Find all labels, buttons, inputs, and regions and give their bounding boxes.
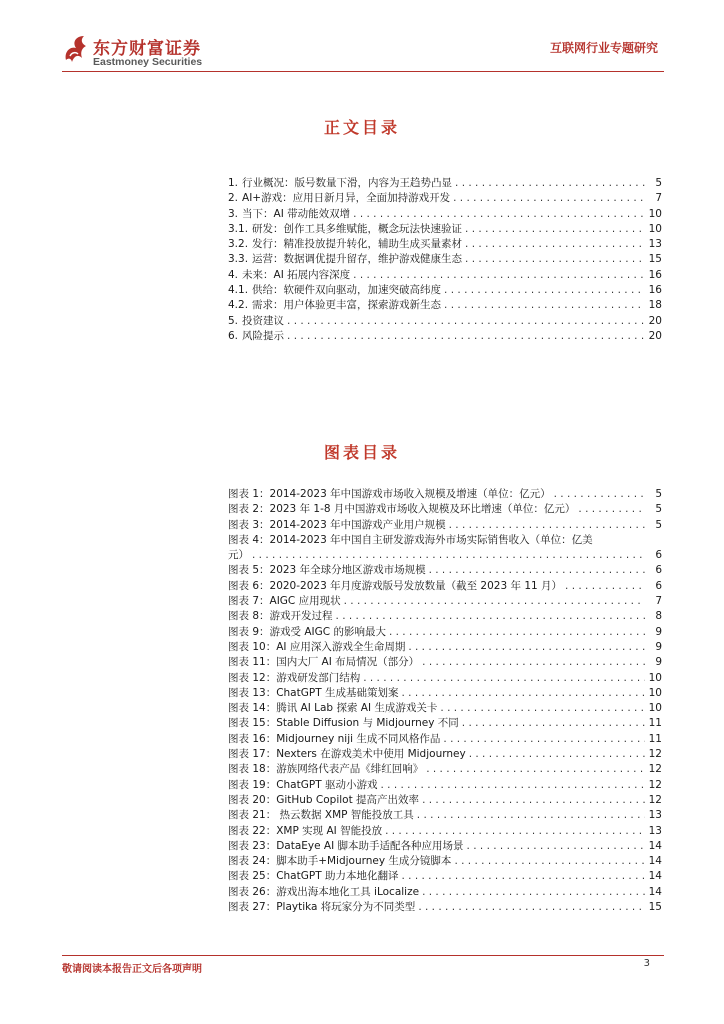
figure-entry-text: 图表 23：DataEye AI 脚本助手适配各种应用场景	[228, 839, 464, 852]
toc-entry[interactable]	[228, 207, 662, 222]
figure-entry-text: 元）	[228, 549, 249, 562]
toc-entry[interactable]	[228, 237, 662, 252]
header-divider	[62, 71, 664, 72]
figure-entry-text: 图表 8：游戏开发过程	[228, 610, 333, 623]
figure-entry-text: 图表 3：2014-2023 年中国游戏产业用户规模	[228, 518, 446, 531]
toc-entry[interactable]	[228, 268, 662, 283]
dot-leader	[422, 793, 645, 808]
figure-entry[interactable]	[228, 579, 662, 594]
toc-entry-page: 15	[648, 253, 662, 266]
toc-entry[interactable]	[228, 283, 662, 298]
eastmoney-logo-icon	[62, 34, 90, 64]
toc-entry-number: 5.	[228, 314, 239, 327]
figure-entry[interactable]	[228, 533, 662, 548]
figure-entry-text: 图表 27：Playtika 将玩家分为不同类型	[228, 901, 416, 914]
toc-entry[interactable]	[228, 222, 662, 237]
figure-entry-page: 7	[655, 595, 662, 608]
dot-leader	[443, 732, 645, 747]
figure-entry[interactable]	[228, 671, 662, 686]
figure-entry-page: 14	[648, 855, 662, 868]
dot-leader	[287, 314, 645, 329]
figure-entry[interactable]	[228, 747, 662, 762]
figure-entry[interactable]	[228, 502, 662, 517]
figure-entry[interactable]	[228, 778, 662, 793]
toc-entry-number: 4.2.	[228, 299, 249, 312]
dot-leader	[385, 824, 645, 839]
footer-divider	[62, 955, 664, 956]
dot-leader	[422, 885, 645, 900]
toc-entry-text: 研发：创作工具多维赋能，概念玩法快速验证	[252, 222, 463, 235]
figure-entry-text: 图表 24：脚本助手+Midjourney 生成分镜脚本	[228, 855, 452, 868]
figure-entry-text: 图表 5：2023 年全球分地区游戏市场规模	[228, 564, 426, 577]
figure-entry-text: 图表 13：ChatGPT 生成基础策划案	[228, 686, 399, 699]
figure-entry-text: 图表 10：AI 应用深入游戏全生命周期	[228, 640, 406, 653]
figure-entry[interactable]	[228, 854, 662, 869]
figure-entry[interactable]	[228, 716, 662, 731]
dot-leader	[449, 518, 645, 533]
toc-entry[interactable]	[228, 252, 662, 267]
toc-entry-page: 10	[648, 207, 662, 220]
figure-entry[interactable]	[228, 594, 662, 609]
dot-leader	[363, 671, 645, 686]
figure-entry[interactable]	[228, 869, 662, 884]
toc-entry-page: 10	[648, 222, 662, 235]
figure-entry-page: 10	[648, 671, 662, 684]
dot-leader	[429, 563, 645, 578]
dot-leader	[440, 701, 645, 716]
figure-entry-page: 12	[648, 748, 662, 761]
dot-leader	[417, 808, 645, 823]
figure-entry-text: 图表 12：游戏研发部门结构	[228, 671, 361, 684]
figure-entry[interactable]	[228, 609, 662, 624]
figure-entry-text: 图表 7：AIGC 应用现状	[228, 595, 341, 608]
figure-entry-page: 10	[648, 702, 662, 715]
figure-entry-page: 6	[655, 549, 662, 562]
figure-entry-page: 6	[655, 579, 662, 592]
figure-entry[interactable]	[228, 655, 662, 670]
toc-entry-text: 风险提示	[242, 329, 285, 342]
dot-leader	[465, 222, 645, 237]
figure-entry-page: 12	[648, 793, 662, 806]
figure-entry[interactable]	[228, 518, 662, 533]
figure-entry-page: 9	[655, 640, 662, 653]
figure-entry-text: 图表 2：2023 年 1-8 月中国游戏市场收入规模及环比增速（单位：亿元）	[228, 503, 576, 516]
figure-entry-page: 6	[655, 564, 662, 577]
dot-leader	[465, 237, 645, 252]
dot-leader	[444, 283, 645, 298]
dot-leader	[408, 640, 645, 655]
toc-entry-number: 6.	[228, 329, 239, 342]
figure-entry[interactable]	[228, 640, 662, 655]
dot-leader	[252, 548, 645, 563]
dot-leader	[454, 854, 645, 869]
figure-entry-page: 8	[655, 610, 662, 623]
figure-entry-text: 图表 20：GitHub Copilot 提高产出效率	[228, 793, 420, 806]
toc-entry-number: 3.3.	[228, 253, 249, 266]
toc-entry-page: 20	[648, 314, 662, 327]
dot-leader	[353, 207, 645, 222]
dot-leader	[578, 502, 645, 517]
toc-entry-page: 13	[648, 238, 662, 251]
toc-entry-page: 5	[655, 177, 662, 189]
logo-text-en: Eastmoney Securities	[93, 56, 203, 68]
dot-leader	[467, 839, 645, 854]
toc-entry-text: 行业概况：版号数量下滑，内容为王趋势凸显	[242, 177, 453, 189]
figure-entry[interactable]	[228, 625, 662, 640]
toc-entry[interactable]	[228, 191, 662, 206]
dot-leader	[565, 579, 645, 594]
figure-entry-page: 5	[655, 488, 662, 500]
footer-disclaimer[interactable]: 敬请阅读本报告正文后各项声明	[62, 964, 202, 975]
figure-entry-text: 图表 25：ChatGPT 助力本地化翻译	[228, 870, 399, 883]
toc-entry[interactable]	[228, 329, 662, 344]
toc-entry-text: 供给：软硬件双向驱动，加速突破高纬度	[252, 284, 442, 297]
figure-entry-page: 14	[648, 839, 662, 852]
figure-entry-text: 图表 21： 热云数据 XMP 智能投放工具	[228, 809, 414, 822]
figure-entry[interactable]	[228, 885, 662, 900]
figure-entry[interactable]	[228, 793, 662, 808]
figure-entry-continuation[interactable]	[228, 548, 662, 563]
dot-leader	[287, 329, 645, 344]
page-number: 3	[643, 958, 650, 969]
figure-entry-text: 图表 16：Midjourney niji 生成不同风格作品	[228, 732, 441, 745]
toc-entry-text: AI+游戏：应用日新月异，全面加持游戏开发	[242, 192, 451, 205]
figure-entry-text: 图表 6：2020-2023 年月度游戏版号发放数量（截至 2023 年 11 月）	[228, 579, 563, 592]
figure-entry-page: 13	[648, 809, 662, 822]
dot-leader	[465, 252, 645, 267]
figure-entry-page: 11	[648, 717, 662, 730]
report-type: 互联网行业专题研究	[549, 41, 658, 55]
toc-entry[interactable]	[228, 176, 662, 191]
figure-entry-page: 9	[655, 656, 662, 669]
toc-entry-page: 16	[648, 284, 662, 297]
toc-entry-number: 3.1.	[228, 222, 249, 235]
figure-entry-text: 图表 4：2014-2023 年中国自主研发游戏海外市场实际销售收入（单位：亿美	[228, 533, 593, 546]
figure-entry-page: 5	[655, 503, 662, 516]
toc-entry-text: 发行：精准投放提升转化，辅助生成买量素材	[252, 238, 463, 251]
figure-entry-text: 图表 11：国内大厂 AI 布局情况（部分）	[228, 656, 420, 669]
toc-entry-text: 投资建议	[242, 314, 285, 327]
toc-entry[interactable]	[228, 314, 662, 329]
figure-entry-text: 图表 18：游族网络代表产品《绯红回响》	[228, 763, 424, 776]
figure-entry-page: 12	[648, 778, 662, 791]
dot-leader	[401, 686, 645, 701]
figure-entry[interactable]	[228, 732, 662, 747]
toc-entry-page: 18	[648, 299, 662, 312]
toc-entry-page: 16	[648, 268, 662, 281]
toc-entry-number: 4.1.	[228, 284, 249, 297]
figure-entry[interactable]	[228, 808, 662, 823]
dot-leader	[380, 778, 645, 793]
figure-entry-text: 图表 9：游戏受 AIGC 的影响最大	[228, 625, 386, 638]
dot-leader	[455, 176, 645, 191]
dot-leader	[389, 625, 645, 640]
dot-leader	[462, 716, 645, 731]
figure-entry[interactable]	[228, 900, 662, 915]
toc-entry-number: 3.	[228, 207, 239, 220]
toc-entry-page: 20	[648, 329, 662, 342]
dot-leader	[401, 869, 645, 884]
dot-leader	[336, 609, 645, 624]
figure-entry[interactable]	[228, 701, 662, 716]
dot-leader	[469, 747, 645, 762]
figure-entry-text: 图表 26：游戏出海本地化工具 iLocalize	[228, 885, 420, 898]
toc-list	[228, 176, 662, 344]
figure-entry-page: 10	[648, 686, 662, 699]
figure-entry[interactable]	[228, 487, 662, 502]
figure-entry[interactable]	[228, 563, 662, 578]
figure-entry-page: 15	[648, 901, 662, 914]
figure-entry-text: 图表 1：2014-2023 年中国游戏市场收入规模及增速（单位：亿元）	[228, 488, 551, 500]
figure-entry[interactable]	[228, 762, 662, 777]
figure-entry-page: 14	[648, 870, 662, 883]
toc-entry-number: 2.	[228, 192, 239, 205]
figures-list	[228, 487, 662, 915]
figure-entry[interactable]	[228, 824, 662, 839]
dot-leader	[453, 191, 645, 206]
toc-entry-number: 3.2.	[228, 238, 249, 251]
figures-title: 图表目录	[323, 443, 400, 462]
dot-leader	[418, 900, 645, 915]
figure-entry-page: 11	[648, 732, 662, 745]
dot-leader	[554, 487, 645, 502]
dot-leader	[426, 762, 645, 777]
toc-entry[interactable]	[228, 298, 662, 313]
figure-entry[interactable]	[228, 686, 662, 701]
toc-entry-text: 当下：AI 带动能效双增	[242, 207, 351, 220]
figure-entry-text: 图表 15：Stable Diffusion 与 Midjourney 不同	[228, 717, 459, 730]
toc-entry-number: 4.	[228, 268, 239, 281]
dot-leader	[353, 268, 645, 283]
toc-entry-text: 需求：用户体验更丰富，探索游戏新生态	[252, 299, 442, 312]
toc-entry-text: 未来：AI 拓展内容深度	[242, 268, 351, 281]
figure-entry-page: 14	[648, 885, 662, 898]
figure-entry[interactable]	[228, 839, 662, 854]
page-header	[0, 0, 724, 75]
figure-entry-page: 13	[648, 824, 662, 837]
toc-entry-number: 1.	[228, 177, 239, 189]
figure-entry-page: 5	[655, 518, 662, 531]
toc-entry-text: 运营：数据调优提升留存，维护游戏健康生态	[252, 253, 463, 266]
toc-title: 正文目录	[323, 118, 400, 137]
dot-leader	[344, 594, 645, 609]
figure-entry-text: 图表 22：XMP 实现 AI 智能投放	[228, 824, 383, 837]
figure-entry-page: 9	[655, 625, 662, 638]
figure-entry-text: 图表 17：Nexters 在游戏美术中使用 Midjourney	[228, 748, 466, 761]
figure-entry-text: 图表 14：腾讯 AI Lab 探索 AI 生成游戏关卡	[228, 702, 438, 715]
dot-leader	[444, 298, 645, 313]
logo-text-cn: 东方财富证券	[93, 39, 201, 59]
dot-leader	[422, 655, 645, 670]
figure-entry-page: 12	[648, 763, 662, 776]
figure-entry-text: 图表 19：ChatGPT 驱动小游戏	[228, 778, 378, 791]
toc-entry-page: 7	[655, 192, 662, 205]
